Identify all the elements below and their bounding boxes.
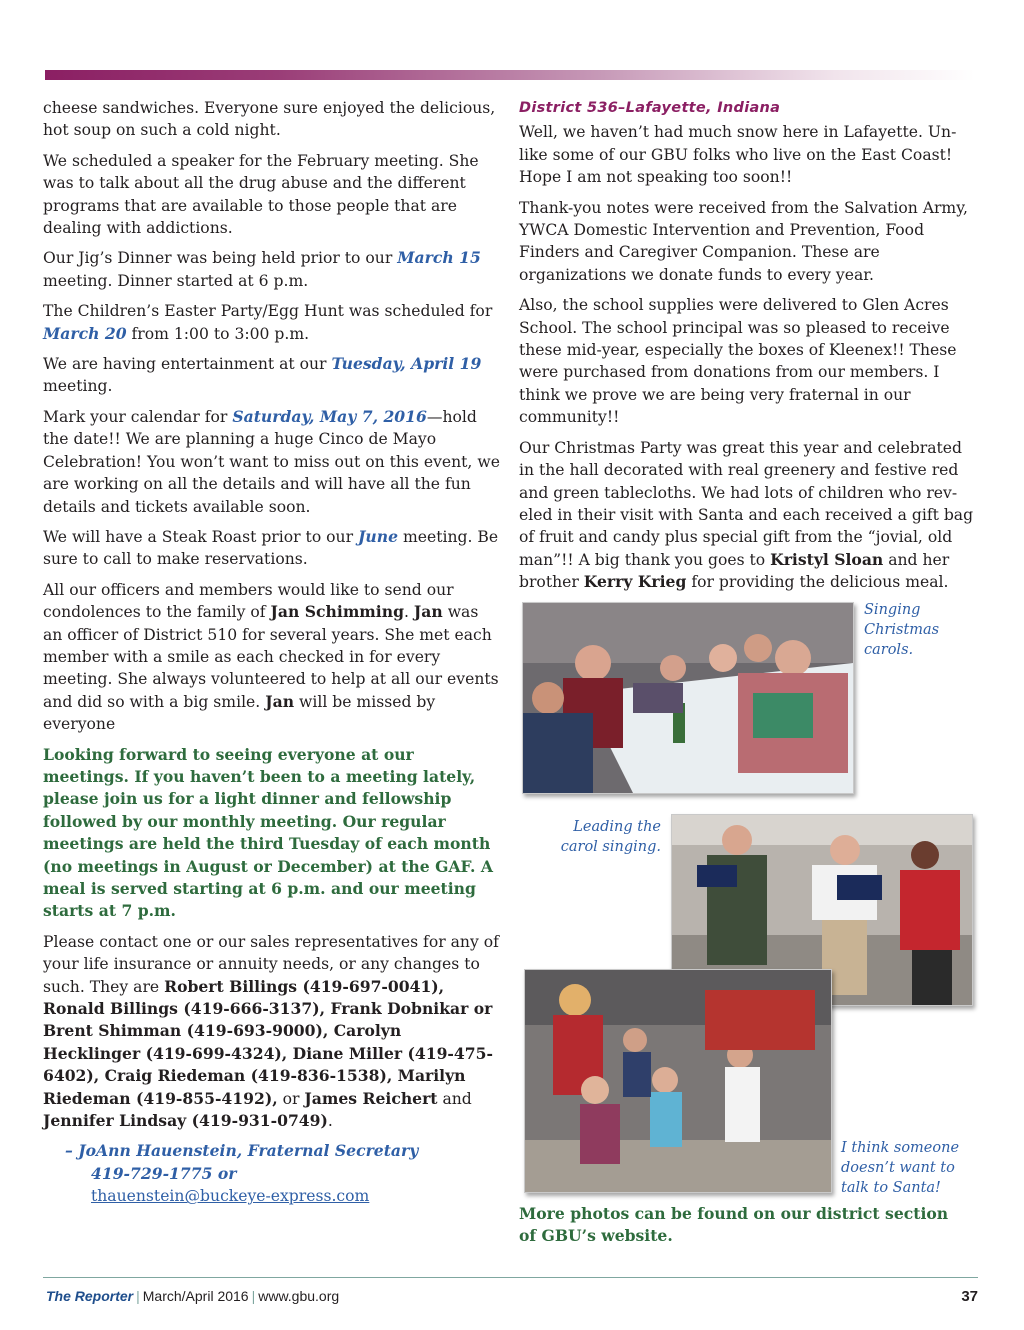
page-number: 37 [961, 1288, 978, 1305]
person-name: Jan Schimming [270, 602, 404, 622]
text: All our officers and members would like to send our condolences to the family of [43, 580, 454, 622]
text: meeting. Be sure to call to make reservations. [43, 527, 499, 569]
paragraph [43, 406, 501, 518]
photo-caption: Singing Christmas carols. [864, 602, 940, 658]
event-date: March 15 [397, 248, 481, 268]
paragraph [43, 931, 501, 1133]
person-name: Jan [413, 602, 443, 622]
meeting-info: Looking forward to seeing everyone at our meetings. If you haven’t been to a meeting lately, please join us for a light dinner and fellowship followed by our monthly meeting. Our regular meetings are held the third Tuesday of each month (no meetings in August or December) at the GAF. A meal is served starting at 6 p.m. and our meeting starts at 7 p.m. [43, 744, 493, 921]
photo-singing-carols [522, 602, 854, 794]
text: and her brother [519, 550, 950, 592]
paragraph [43, 300, 501, 345]
more-photos-note: More photos can be found on our district section of GBU’s website. [519, 1204, 949, 1246]
text: The Children’s Easter Party/Egg Hunt was scheduled for [43, 302, 493, 321]
issue-date: March/April 2016 [142, 1288, 249, 1304]
email-link[interactable]: thauenstein@buckeye-express.com [91, 1187, 370, 1206]
paragraph [519, 437, 977, 594]
text: —hold the date!! We are planning a huge Cinco de Mayo Celebration! You won’t want to miss out on this event, we are working on all the details and will have all the fun details and tickets available soon. [43, 407, 500, 516]
text: was an officer of District 510 for several years. She met each member with a smile as each checked in for every meeting. She always volunteered to help at all our events and did so with a big smile. [43, 603, 499, 711]
district-heading: District 536–Lafayette, Indiana [519, 100, 781, 116]
person-name: Kristyl Sloan [770, 549, 884, 569]
paragraph [43, 579, 501, 736]
event-date: Tuesday, April 19 [331, 354, 482, 374]
person-name: Jennifer Lindsay (419-931-0749) [43, 1111, 328, 1131]
footer-divider [43, 1277, 978, 1278]
text: will be missed by everyone [43, 692, 436, 734]
event-date: March 20 [43, 323, 127, 343]
signature-phone: 419-729-1775 or [91, 1163, 237, 1183]
paragraph: cheese sandwiches. Everyone sure enjoyed the delicious, hot soup on such a cold night. [43, 99, 496, 140]
separator: | [136, 1288, 140, 1304]
text: . [327, 1112, 333, 1131]
text: We are having entertainment at our [43, 355, 332, 374]
person-name: Kerry Krieg [583, 572, 687, 592]
separator: | [251, 1288, 256, 1304]
event-date: Saturday, May 7, 2016 [232, 406, 427, 426]
person-name: Jan [265, 691, 295, 711]
event-date: June [358, 526, 398, 546]
text: Mark your calendar for [43, 407, 233, 426]
photo-caption: I think someone doesn’t want to talk to Santa! [841, 1140, 960, 1196]
text: Please contact one or our sales representatives for any of your life insurance or annuity needs, or any changes to such. They are [43, 932, 499, 996]
right-column [519, 97, 977, 602]
photo-image [525, 970, 831, 1192]
text: or [277, 1089, 305, 1108]
person-name: James Reichert [304, 1088, 438, 1108]
photo-image [523, 603, 853, 793]
header-gradient-bar [45, 70, 975, 80]
signature [65, 1140, 501, 1207]
left-column [43, 97, 501, 1208]
paragraph: Also, the school supplies were delivered to Glen Acres School. The school principal was so pleased to receive these mid-year, especially the boxes of Kleenex!! These were purchased from donations from our members. I think we prove we are being very fraternal in our community!! [519, 296, 957, 427]
website-link[interactable]: www.gbu.org [258, 1288, 340, 1304]
text: for providing the delicious meal. [686, 573, 949, 592]
paragraph [43, 247, 501, 292]
text: from 1:00 to 3:00 p.m. [126, 324, 310, 343]
publication-name: The Reporter [46, 1288, 134, 1304]
paragraph [43, 526, 501, 571]
paragraph: We scheduled a speaker for the February meeting. She was to talk about all the drug abuse and the different programs that are available to those people that are dealing with addictions. [43, 151, 479, 238]
paragraph: Thank-you notes were received from the Salvation Army, YWCA Domestic Intervention and Prevention, Food Finders and Caregiver Companion. These are organizations we donate funds to every year. [519, 198, 968, 284]
representatives: Robert Billings (419-697-0041), Ronald Billings (419-666-3137), Frank Dobnikar or Brent Shimman (419-693-9000), Carolyn Hecklinger (419-699-4324), Diane Miller (419-475-6402), Craig Riedeman (419-836-1538), Marilyn Riedeman (419-855-4192), [43, 976, 493, 1108]
text: meeting. [43, 377, 113, 396]
text: and [437, 1089, 472, 1108]
text: Our Christmas Party was great this year and celebrated in the hall decorated with real greenery and festive red and green tablecloths. We had lots of children who reveled in their visit with Santa and each received a gift bag of fruit and candy plus special gift from the “jovial, old man”!! A big thank you goes to [519, 438, 974, 569]
paragraph [43, 353, 501, 398]
text: meeting. Dinner started at 6 p.m. [43, 271, 309, 290]
signature-name: – JoAnn Hauenstein, Fraternal Secretary [65, 1141, 419, 1161]
photo-santa [524, 969, 832, 1193]
paragraph: Well, we haven’t had much snow here in Lafayette. Unlike some of our GBU folks who live on the East Coast! Hope I am not speaking too soon!! [519, 123, 957, 187]
photo-caption: Leading the carol singing. [560, 819, 661, 855]
footer [46, 1288, 339, 1304]
text: We will have a Steak Roast prior to our [43, 527, 359, 546]
text: Our Jig’s Dinner was being held prior to our [43, 249, 398, 268]
text: . [403, 603, 414, 622]
